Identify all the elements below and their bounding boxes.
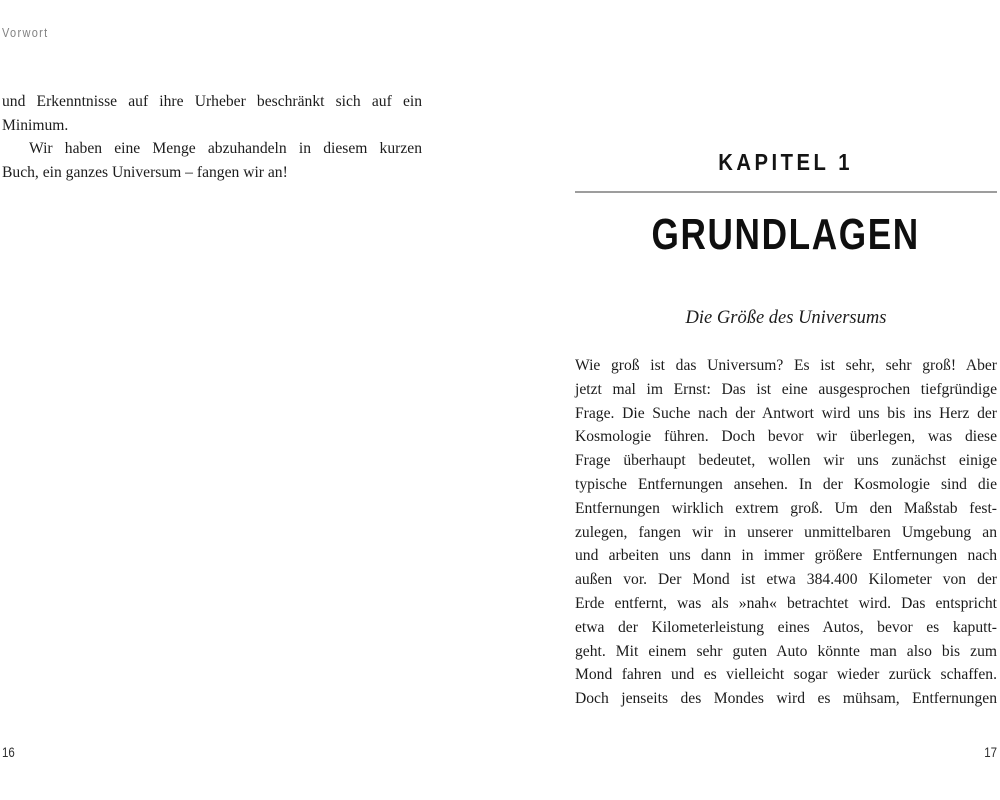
chapter-label [575, 149, 997, 176]
right-page-body-text [575, 354, 997, 711]
body-line: Doch jenseits des Mondes wird es mühsam, Entfernungen [575, 690, 997, 708]
body-line: und Erkenntnisse auf ihre Urheber beschränkt sich auf ein [2, 93, 422, 110]
body-line: typische Entfernungen ansehen. In der Kosmologie sind die [575, 475, 997, 493]
body-line: Frage. Die Suche nach der Antwort wird uns bis ins Herz der [575, 404, 997, 422]
chapter-title-text: GRUNDLAGEN [651, 210, 921, 259]
body-line: Wir haben eine Menge abzuhandeln in diesem kurzen [29, 140, 422, 158]
body-line: Kosmologie führen. Doch bevor wir überlegen, was diese [575, 428, 997, 446]
left-page [2, 0, 424, 800]
chapter-label-text: KAPITEL 1 [718, 149, 854, 175]
body-line: Buch, ein ganzes Universum – fangen wir an! [2, 164, 288, 182]
body-line: jetzt mal im Ernst: Das ist eine ausgesprochen tiefgründige [575, 380, 997, 398]
body-line: und arbeiten uns dann in immer größere Entfernungen nach [575, 547, 997, 565]
body-line: Wie groß ist das Universum? Es ist sehr, sehr groß! Aber [575, 357, 997, 374]
body-line: Frage überhaupt bedeutet, wollen wir uns zunächst einige [575, 452, 997, 470]
body-line: Erde entfernt, was als »nah« betrachtet wird. Das entspricht [575, 594, 997, 612]
page-number-right: 17 [984, 745, 997, 760]
right-page [575, 0, 997, 800]
body-line: Minimum. [2, 116, 69, 134]
body-line: außen vor. Der Mond ist etwa 384.400 Kilometer von der [575, 571, 997, 589]
running-header-vorwort: Vorwort [2, 26, 49, 40]
body-line: Entfernungen wirklich extrem groß. Um den Maßstab fest- [575, 499, 997, 517]
chapter-title [575, 210, 997, 260]
body-line: zulegen, fangen wir in unserer unmittelbaren Umgebung an [575, 523, 997, 541]
left-page-body-text [2, 90, 422, 185]
body-line: etwa der Kilometerleistung eines Autos, bevor es kaputt- [575, 618, 997, 636]
body-line: geht. Mit einem sehr guten Auto könnte man also bis zum [575, 642, 997, 660]
page-number-left: 16 [2, 745, 15, 760]
chapter-divider-rule [575, 191, 997, 193]
body-line: Mond fahren und es vielleicht sogar wieder zurück schaffen. [575, 666, 997, 684]
section-title: Die Größe des Universums [685, 308, 887, 328]
